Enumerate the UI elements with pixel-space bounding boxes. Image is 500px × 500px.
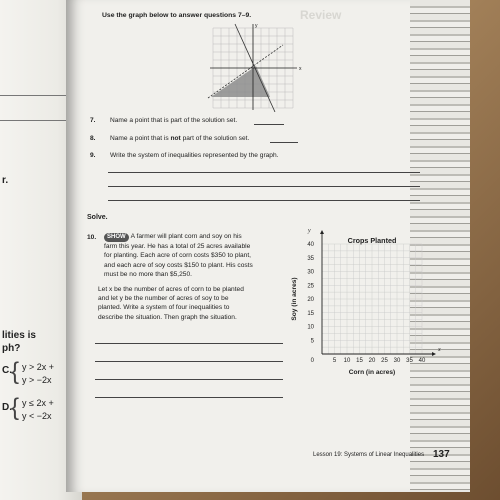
q8-answer-line[interactable] [270,142,298,143]
q10-line: and let y be the number of acres of soy to be [98,295,229,303]
x-tick-label: 20 [368,358,376,364]
option-d-line2: y < −2x [22,411,52,421]
left-fragment-r: r. [2,175,9,186]
q7-text: Name a point that is part of the solution set. [110,117,238,124]
q9-number: 9. [90,152,96,159]
q10-line: and each acre of soy costs $150 to plant. His costs [104,261,253,269]
q8-text-before: Name a point that is [110,135,171,142]
y-tick-label: 15 [307,310,314,317]
y-tick-label: 40 [307,242,314,248]
instruction-heading: Use the graph below to answer questions 7–9. [102,12,252,19]
y-tick-label: 25 [307,283,314,290]
q8-text-after: part of the solution set. [180,135,250,142]
q8-text [110,135,249,142]
y-tick-label: 20 [307,297,314,303]
small-coordinate-graph [205,22,305,112]
y-axis-title: Soy (in acres) [291,277,298,321]
show-badge: SHOW [104,233,129,242]
q10-line-text: A farmer will plant corn and soy on his [130,233,242,240]
y-axis-arrow [320,230,324,234]
option-c-line2: y > −2x [22,375,52,385]
q9-text: Write the system of inequalities represented by the graph. [110,152,279,159]
page-number: 137 [433,449,450,460]
left-fragment-ph: ph? [2,343,21,354]
x-tick-label: 40 [418,358,426,364]
q10-line: for planting. Each acre of corn costs $350 to plant, [104,252,251,260]
brace-c: { [11,358,20,385]
x-tick-label: 5 [332,358,337,364]
x-tick-label: 15 [356,358,363,364]
x-axis-letter: x [438,347,441,353]
y-axis-letter: y [308,228,311,234]
x-tick-label: 25 [381,358,388,364]
q8-number: 8. [90,135,96,142]
origin-label: 0 [310,358,314,364]
q7-number: 7. [90,117,96,124]
q10-line: farm this year. He has a total of 25 acres available [104,243,251,251]
q9-answer-line[interactable] [108,200,420,201]
q10-number: 10. [87,234,97,241]
q10-paragraph-2 [98,285,308,322]
lesson-footer: Lesson 19: Systems of Linear Inequalities [313,452,425,458]
q10-answer-line[interactable] [95,397,283,398]
brace-d: { [11,394,20,421]
q10-line: Let x be the number of acres of corn to be planted [98,286,244,293]
option-d-label: D. [2,402,12,413]
answer-line [0,95,70,96]
option-c-line1: y > 2x + [22,362,55,372]
small-y-label: y [255,23,258,29]
small-x-label: x [299,66,302,72]
x-axis-title: Corn (in acres) [348,369,396,376]
q8-text-bold: not [170,135,181,142]
x-tick-label: 10 [343,358,351,364]
answer-line [0,120,72,121]
q10-answer-line[interactable] [95,343,283,344]
watermark-review: Review [300,8,342,22]
y-tick-label: 35 [307,255,314,262]
q10-line: describe the situation. Then graph the situation. [98,313,237,321]
q10-answer-line[interactable] [95,361,283,362]
option-c-label: C. [2,365,12,376]
x-tick-label: 30 [393,358,401,364]
y-tick-label: 5 [310,338,314,345]
q10-line: planted. Write a system of four inequalities to [98,304,230,312]
y-tick-label: 10 [307,324,314,331]
q9-answer-line[interactable] [108,186,420,187]
x-axis-arrow [432,352,436,356]
chart-title: Crops Planted [347,236,397,245]
y-tick-label: 30 [307,269,314,276]
option-d-line1: y ≤ 2x + [22,398,54,408]
q10-answer-line[interactable] [95,379,283,380]
q10-line: must be no more than $5,250. [104,270,192,278]
q9-answer-line[interactable] [108,172,420,173]
solve-heading: Solve. [87,214,108,221]
crops-planted-chart [282,226,452,386]
q7-answer-line[interactable] [254,124,284,125]
left-fragment-lities: lities is [2,330,36,341]
x-tick-label: 35 [406,358,413,364]
